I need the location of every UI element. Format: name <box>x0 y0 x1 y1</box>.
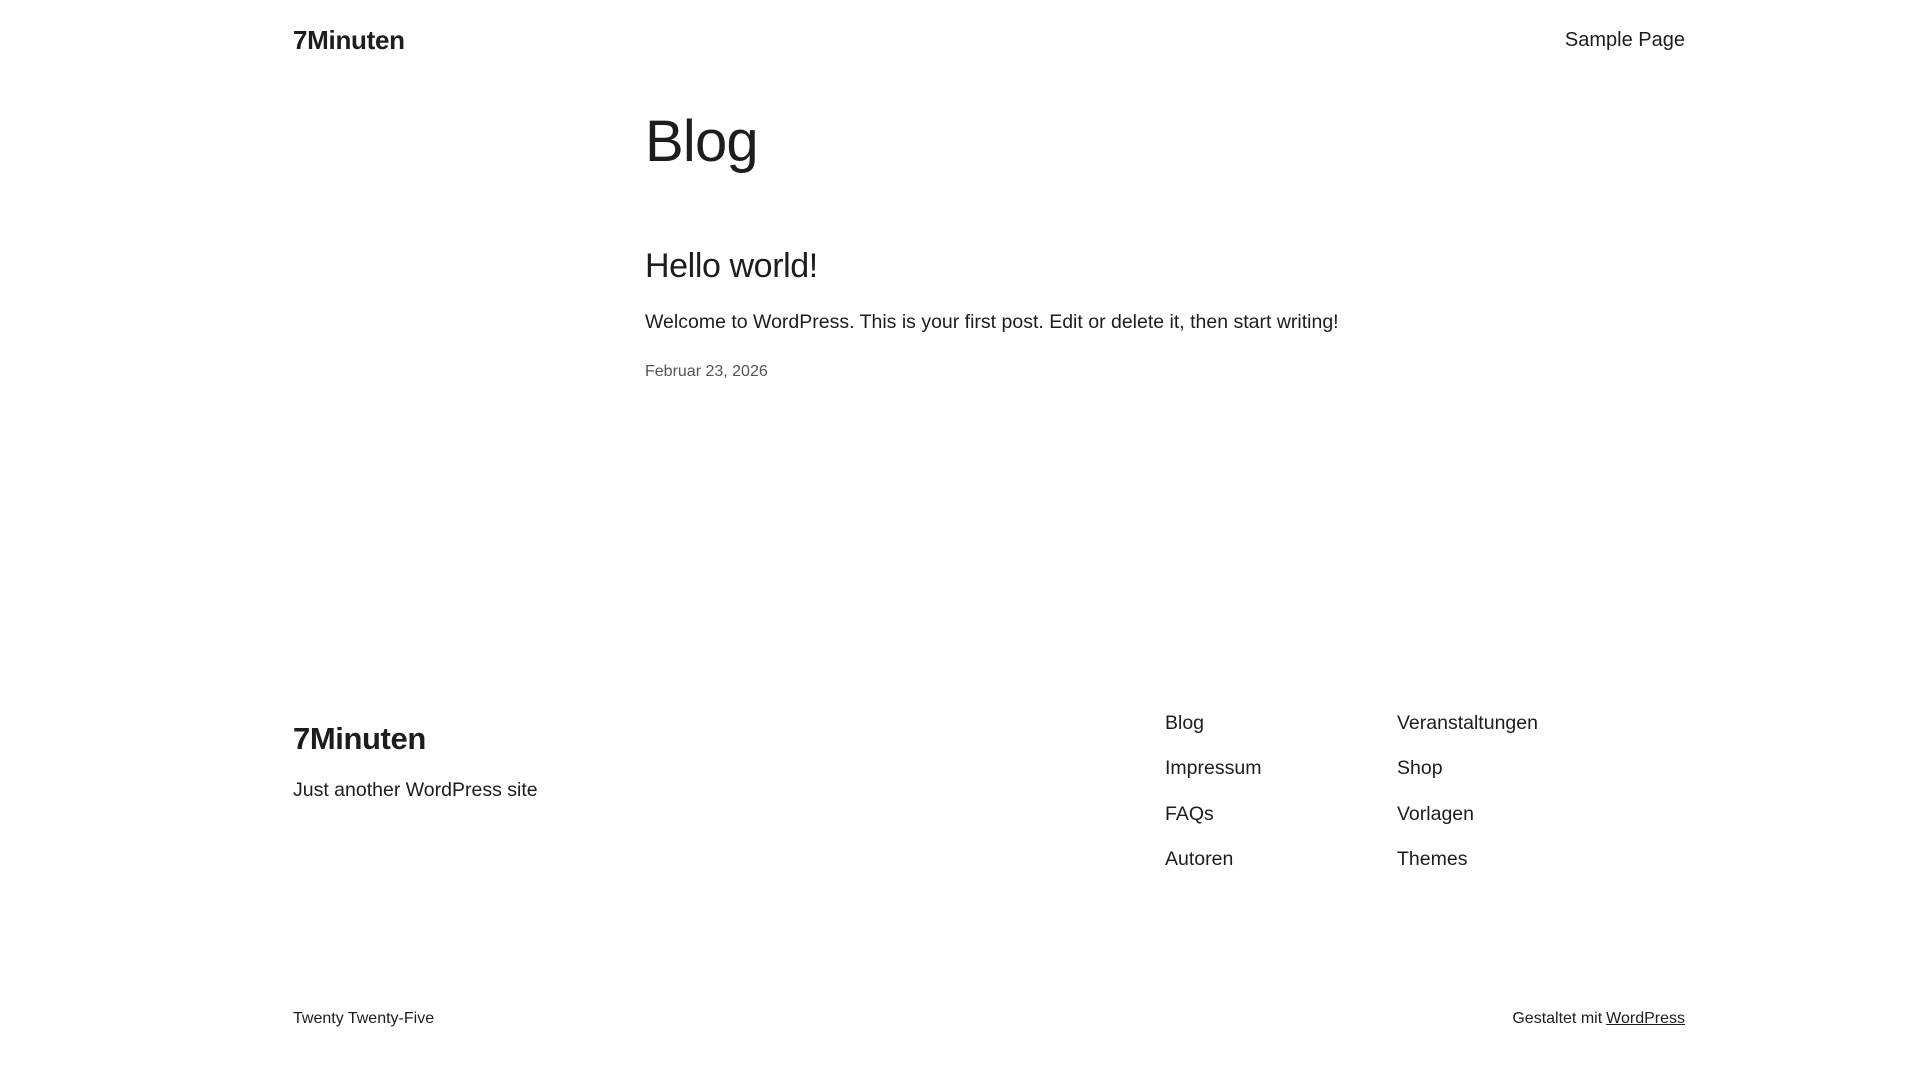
footer-link-impressum-anchor[interactable]: Impressum <box>1165 757 1262 780</box>
footer-link-shop <box>1397 757 1629 780</box>
content-column <box>645 110 1705 380</box>
post-list <box>645 247 1705 380</box>
footer-link-vorlagen <box>1397 803 1629 826</box>
footer-link-blog-anchor[interactable]: Blog <box>1165 712 1205 734</box>
footer-bottom-bar <box>293 1010 1685 1028</box>
footer-tagline: Just another WordPress site <box>293 779 538 802</box>
footer-link-blog <box>1165 712 1397 735</box>
footer-site-title-link[interactable]: 7Minuten <box>293 721 426 756</box>
post-excerpt: Welcome to WordPress. This is your first post. Edit or delete it, then start writing! <box>645 310 1339 333</box>
footer-theme-name: Twenty Twenty-Five <box>293 1010 435 1027</box>
footer-top <box>293 712 1685 872</box>
footer-link-autoren-anchor[interactable]: Autoren <box>1165 848 1234 871</box>
footer-link-autoren <box>1165 848 1397 871</box>
footer-navigation <box>1165 712 1629 872</box>
footer-credit-prefix: Gestaltet mit <box>1512 1010 1603 1027</box>
footer-credit <box>1512 1010 1685 1028</box>
post-item <box>645 247 1705 380</box>
footer-link-shop-anchor[interactable]: Shop <box>1397 757 1443 780</box>
site-header <box>293 0 1685 58</box>
footer-brand <box>293 712 813 803</box>
primary-navigation <box>1565 30 1685 50</box>
footer-link-faqs <box>1165 803 1397 826</box>
footer-link-themes-anchor[interactable]: Themes <box>1397 848 1468 871</box>
nav-item-sample-page[interactable]: Sample Page <box>1564 29 1685 51</box>
footer-link-faqs-anchor[interactable]: FAQs <box>1165 802 1214 825</box>
footer-link-themes <box>1397 848 1629 871</box>
page-title: Blog <box>645 109 758 174</box>
footer-nav-column-1 <box>1165 712 1397 872</box>
site-title-link[interactable]: 7Minuten <box>293 25 405 55</box>
post-title-link[interactable]: Hello world! <box>645 246 818 285</box>
footer-link-veranstaltungen-anchor[interactable]: Veranstaltungen <box>1397 712 1538 734</box>
site-footer <box>0 712 1920 872</box>
footer-link-veranstaltungen <box>1397 712 1629 735</box>
footer-link-vorlagen-anchor[interactable]: Vorlagen <box>1397 802 1474 825</box>
footer-link-impressum <box>1165 757 1397 780</box>
post-date: Februar 23, 2026 <box>645 363 768 381</box>
footer-credit-link[interactable]: WordPress <box>1606 1010 1685 1027</box>
post-title <box>645 247 1705 286</box>
main-content <box>0 110 1920 380</box>
footer-nav-column-2 <box>1397 712 1629 872</box>
